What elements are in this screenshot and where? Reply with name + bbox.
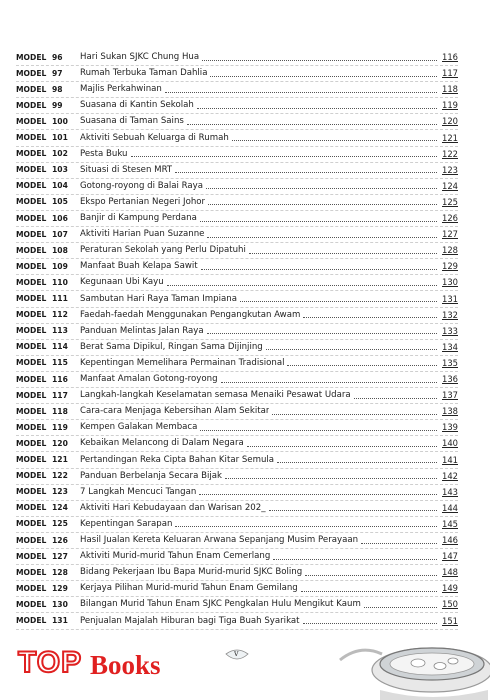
dot-leader: [269, 510, 437, 511]
entry-title: Pertandingan Reka Cipta Bahan Kitar Semula: [80, 454, 275, 465]
model-label: [16, 536, 78, 545]
page-number: 144: [442, 502, 458, 513]
entry-title: Kempen Galakan Membaca: [80, 422, 198, 433]
model-number: 103: [52, 165, 68, 175]
page-number: 147: [442, 551, 458, 562]
logo-top-text: TOP: [18, 646, 83, 679]
model-number: 101: [52, 133, 68, 142]
model-prefix: MODEL: [16, 294, 47, 303]
page-number: 146: [442, 535, 458, 545]
dot-leader: [200, 430, 437, 431]
model-prefix: MODEL: [16, 68, 47, 78]
page-number: 130: [442, 277, 458, 288]
model-number: 107: [52, 229, 68, 239]
page-number: 141: [442, 454, 458, 465]
logo-books-text: Books: [90, 650, 161, 680]
model-number: 100: [52, 116, 68, 126]
toc-row: [16, 516, 458, 533]
model-label: [16, 342, 78, 351]
toc-row: [16, 500, 458, 517]
dot-leader: [273, 559, 437, 560]
page-number: 139: [442, 422, 458, 433]
model-prefix: MODEL: [16, 358, 47, 368]
entry-title: Aktiviti Hari Kebudayaan dan Warisan 202_: [80, 502, 266, 513]
page-number: 119: [442, 100, 458, 111]
model-label: [16, 133, 78, 142]
dot-leader: [272, 414, 437, 415]
toc-row: [16, 580, 458, 597]
entry-title: Aktiviti Harian Puan Suzanne: [80, 229, 205, 240]
model-prefix: MODEL: [16, 277, 47, 287]
model-prefix: MODEL: [16, 616, 47, 625]
entry-title: Pesta Buku: [80, 148, 128, 159]
model-prefix: MODEL: [16, 149, 47, 159]
model-number: 117: [52, 390, 68, 400]
page-number: 126: [442, 213, 458, 223]
model-number: 116: [52, 374, 68, 384]
model-label: [16, 101, 78, 110]
model-label: [16, 407, 78, 416]
page-number: 128: [442, 245, 458, 256]
toc-row: [16, 81, 458, 98]
model-label: [16, 165, 78, 174]
model-number: 112: [52, 310, 68, 320]
model-prefix: MODEL: [16, 374, 47, 384]
dot-leader: [197, 108, 437, 109]
dot-leader: [303, 317, 437, 318]
model-label: [16, 197, 78, 206]
entry-title: Gotong-royong di Balai Raya: [80, 180, 204, 191]
model-number: 96: [52, 52, 63, 62]
page-number: 143: [442, 486, 458, 497]
model-label: [16, 149, 78, 158]
model-label: [16, 391, 78, 400]
roman-page-number: v: [234, 649, 239, 658]
dot-leader: [199, 494, 437, 495]
model-number: 131: [52, 616, 68, 625]
model-number: 102: [52, 149, 68, 159]
model-prefix: MODEL: [16, 84, 47, 94]
dot-leader: [232, 140, 437, 141]
model-number: 108: [52, 245, 68, 255]
page-number: 138: [442, 406, 458, 417]
toc-row: [16, 194, 458, 211]
model-number: 130: [52, 599, 68, 609]
model-number: 121: [52, 455, 68, 464]
toc-row: [16, 532, 458, 549]
entry-title: Berat Sama Dipikul, Ringan Sama Dijinjing: [80, 341, 263, 352]
entry-title: Bidang Pekerjaan Ibu Bapa Murid-murid SJKC Boling: [80, 567, 303, 578]
entry-title: Suasana di Kantin Sekolah: [80, 100, 194, 111]
entry-title: Kepentingan Memelihara Permainan Tradisional: [80, 357, 285, 368]
dot-leader: [187, 124, 437, 125]
entry-title: Peraturan Sekolah yang Perlu Dipatuhi: [80, 245, 246, 256]
model-number: 127: [52, 551, 68, 561]
model-number: 106: [52, 213, 68, 223]
model-label: [16, 455, 78, 464]
model-label: [16, 53, 78, 62]
model-number: 109: [52, 261, 68, 271]
toc-row: [16, 452, 458, 469]
model-number: 119: [52, 422, 68, 432]
model-prefix: MODEL: [16, 245, 47, 255]
model-number: 124: [52, 503, 68, 513]
model-label: [16, 230, 78, 239]
entry-title: Aktiviti Sebuah Keluarga di Rumah: [80, 132, 229, 143]
model-number: 98: [52, 84, 63, 94]
model-number: 123: [52, 487, 68, 497]
toc-row: [16, 65, 458, 82]
toc-row: [16, 468, 458, 485]
toc-row: [16, 162, 458, 179]
page-number: 151: [442, 615, 458, 626]
page-number: 120: [442, 116, 458, 127]
model-prefix: MODEL: [16, 567, 47, 577]
page-number: 149: [442, 583, 458, 594]
model-label: [16, 519, 78, 528]
model-label: [16, 358, 78, 367]
page-number: 116: [442, 52, 458, 62]
entry-title: Penjualan Majalah Hiburan bagi Tiga Buah Syarikat: [80, 615, 300, 626]
model-label: [16, 487, 78, 496]
page-number: 118: [442, 84, 458, 95]
dot-leader: [305, 575, 437, 576]
dot-leader: [175, 526, 437, 527]
model-number: 115: [52, 358, 68, 368]
toc-row: [16, 210, 458, 227]
page-number: 123: [442, 164, 458, 175]
model-label: [16, 117, 78, 126]
model-label: [16, 584, 78, 593]
page-number: 117: [442, 68, 458, 79]
entry-title: Majlis Perkahwinan: [80, 84, 162, 95]
model-prefix: MODEL: [16, 487, 47, 497]
model-label: [16, 262, 78, 271]
entry-title: Panduan Melintas Jalan Raya: [80, 325, 204, 336]
model-label: [16, 310, 78, 319]
toc-row: [16, 403, 458, 420]
dot-leader: [249, 253, 437, 254]
model-prefix: MODEL: [16, 52, 47, 62]
entry-title: Faedah-faedah Menggunakan Pengangkutan Awam: [80, 309, 301, 320]
toc-row: [16, 307, 458, 324]
toc-row: [16, 484, 458, 501]
dot-leader: [207, 237, 437, 238]
model-prefix: MODEL: [16, 181, 47, 191]
dot-leader: [207, 333, 437, 334]
page-number: 142: [442, 470, 458, 481]
toc-row: [16, 130, 458, 147]
model-prefix: MODEL: [16, 438, 47, 448]
toc-row: [16, 274, 458, 291]
entry-title: Aktiviti Murid-murid Tahun Enam Cemerlang: [80, 551, 271, 562]
model-prefix: MODEL: [16, 261, 47, 271]
model-prefix: MODEL: [16, 583, 47, 593]
dot-leader: [361, 543, 437, 544]
page-number: 121: [442, 132, 458, 143]
model-prefix: MODEL: [16, 133, 47, 142]
dot-leader: [277, 462, 437, 463]
model-number: 128: [52, 567, 68, 577]
model-number: 104: [52, 181, 68, 191]
model-prefix: MODEL: [16, 213, 47, 223]
toc-row: [16, 97, 458, 114]
cooking-pot-illustration: [320, 600, 490, 700]
toc-row: [16, 548, 458, 565]
toc-row: [16, 291, 458, 308]
dot-leader: [301, 591, 437, 592]
entry-title: Ekspo Pertanian Negeri Johor: [80, 196, 206, 207]
dot-leader: [200, 221, 437, 222]
dot-leader: [167, 285, 437, 286]
model-label: [16, 278, 78, 287]
model-prefix: MODEL: [16, 471, 47, 481]
entry-title: Suasana di Taman Sains: [80, 116, 184, 127]
model-label: [16, 568, 78, 577]
model-label: [16, 326, 78, 335]
model-number: 97: [52, 68, 63, 78]
model-prefix: MODEL: [16, 455, 47, 464]
toc-row: [16, 258, 458, 275]
dot-leader: [221, 382, 437, 383]
toc-row: [16, 49, 458, 66]
page-number: 135: [442, 357, 458, 368]
model-number: 111: [52, 294, 68, 303]
page-number: 133: [442, 325, 458, 336]
page-number: 131: [442, 293, 458, 304]
page-number: 134: [442, 341, 458, 352]
dot-leader: [165, 92, 437, 93]
model-label: [16, 471, 78, 480]
entry-title: Cara-cara Menjaga Kebersihan Alam Sekitar: [80, 406, 270, 417]
model-label: [16, 423, 78, 432]
dot-leader: [266, 349, 437, 350]
model-prefix: MODEL: [16, 342, 47, 352]
model-number: 125: [52, 519, 68, 529]
model-number: 110: [52, 277, 68, 287]
page-number: 127: [442, 229, 458, 240]
model-prefix: MODEL: [16, 116, 47, 126]
model-prefix: MODEL: [16, 599, 47, 609]
dot-leader: [206, 188, 437, 189]
page-number: 125: [442, 196, 458, 207]
page-number: 150: [442, 599, 458, 610]
model-prefix: MODEL: [16, 406, 47, 416]
model-prefix: MODEL: [16, 551, 47, 561]
model-prefix: MODEL: [16, 326, 47, 336]
entry-title: Kebaikan Melancong di Dalam Negara: [80, 438, 244, 449]
model-number: 120: [52, 438, 68, 448]
model-number: 122: [52, 471, 68, 481]
entry-title: Situasi di Stesen MRT: [80, 164, 173, 175]
model-label: [16, 375, 78, 384]
model-number: 129: [52, 583, 68, 593]
model-prefix: MODEL: [16, 519, 47, 529]
entry-title: Bilangan Murid Tahun Enam SJKC Pengkalan Hulu Mengikut Kaum: [80, 599, 361, 610]
entry-title: Manfaat Amalan Gotong-royong: [80, 374, 218, 384]
model-prefix: MODEL: [16, 197, 47, 207]
model-label: [16, 294, 78, 303]
model-label: [16, 85, 78, 94]
dot-leader: [247, 446, 437, 447]
model-label: [16, 439, 78, 448]
entry-title: 7 Langkah Mencuci Tangan: [80, 486, 197, 497]
dot-leader: [240, 301, 437, 302]
publisher-logo: [6, 642, 196, 692]
entry-title: Kegunaan Ubi Kayu: [80, 277, 164, 288]
model-number: 126: [52, 535, 68, 545]
dot-leader: [175, 172, 437, 173]
page-number: 140: [442, 438, 458, 449]
dot-leader: [210, 76, 437, 77]
dot-leader: [354, 398, 437, 399]
page-number: 122: [442, 148, 458, 159]
entry-title: Langkah-langkah Keselamatan semasa Menaiki Pesawat Udara: [80, 390, 351, 401]
page-number: 124: [442, 180, 458, 191]
model-prefix: MODEL: [16, 100, 47, 110]
model-prefix: MODEL: [16, 165, 47, 175]
page-number: 148: [442, 567, 458, 578]
dot-leader: [225, 478, 437, 479]
entry-title: Kepentingan Sarapan: [80, 518, 173, 529]
model-number: 99: [52, 100, 63, 110]
dot-leader: [202, 60, 437, 61]
toc-row: [16, 355, 458, 372]
toc-row: [16, 419, 458, 436]
toc-row: [16, 242, 458, 259]
model-number: 118: [52, 406, 68, 416]
entry-title: Hari Sukan SJKC Chung Hua: [80, 52, 200, 62]
entry-title: Manfaat Buah Kelapa Sawit: [80, 261, 198, 272]
entry-title: Banjir di Kampung Perdana: [80, 213, 197, 223]
model-label: [16, 552, 78, 561]
toc-row: [16, 226, 458, 243]
toc-row: [16, 339, 458, 356]
entry-title: Hasil Jualan Kereta Keluaran Arwana Sepanjang Musim Perayaan: [80, 535, 359, 545]
page-number: 145: [442, 518, 458, 529]
page-number: 129: [442, 261, 458, 272]
toc-row: [16, 435, 458, 452]
page-number: 132: [442, 309, 458, 320]
model-prefix: MODEL: [16, 503, 47, 513]
toc-row: [16, 178, 458, 195]
dot-leader: [131, 156, 437, 157]
entry-title: Panduan Berbelanja Secara Bijak: [80, 470, 222, 481]
model-label: [16, 214, 78, 223]
model-label: [16, 503, 78, 512]
model-prefix: MODEL: [16, 422, 47, 432]
model-label: [16, 616, 78, 625]
toc-row: [16, 113, 458, 130]
toc-row: [16, 323, 458, 340]
page-number: 136: [442, 374, 458, 384]
entry-title: Sambutan Hari Raya Taman Impiana: [80, 293, 237, 304]
model-prefix: MODEL: [16, 310, 47, 320]
model-prefix: MODEL: [16, 390, 47, 400]
model-label: [16, 246, 78, 255]
model-number: 105: [52, 197, 68, 207]
entry-title: Kerjaya Pilihan Murid-murid Tahun Enam Gemilang: [80, 583, 298, 594]
model-number: 114: [52, 342, 68, 352]
dot-leader: [287, 365, 437, 366]
model-prefix: MODEL: [16, 229, 47, 239]
entry-title: Rumah Terbuka Taman Dahlia: [80, 68, 208, 79]
model-label: [16, 600, 78, 609]
toc-row: [16, 146, 458, 163]
toc-row: [16, 564, 458, 581]
model-label: [16, 181, 78, 190]
toc-row: [16, 387, 458, 404]
dot-leader: [208, 204, 437, 205]
model-label: [16, 69, 78, 78]
toc-row: [16, 371, 458, 388]
model-number: 113: [52, 326, 68, 336]
model-prefix: MODEL: [16, 535, 47, 545]
dot-leader: [201, 269, 437, 270]
page-number: 137: [442, 390, 458, 401]
